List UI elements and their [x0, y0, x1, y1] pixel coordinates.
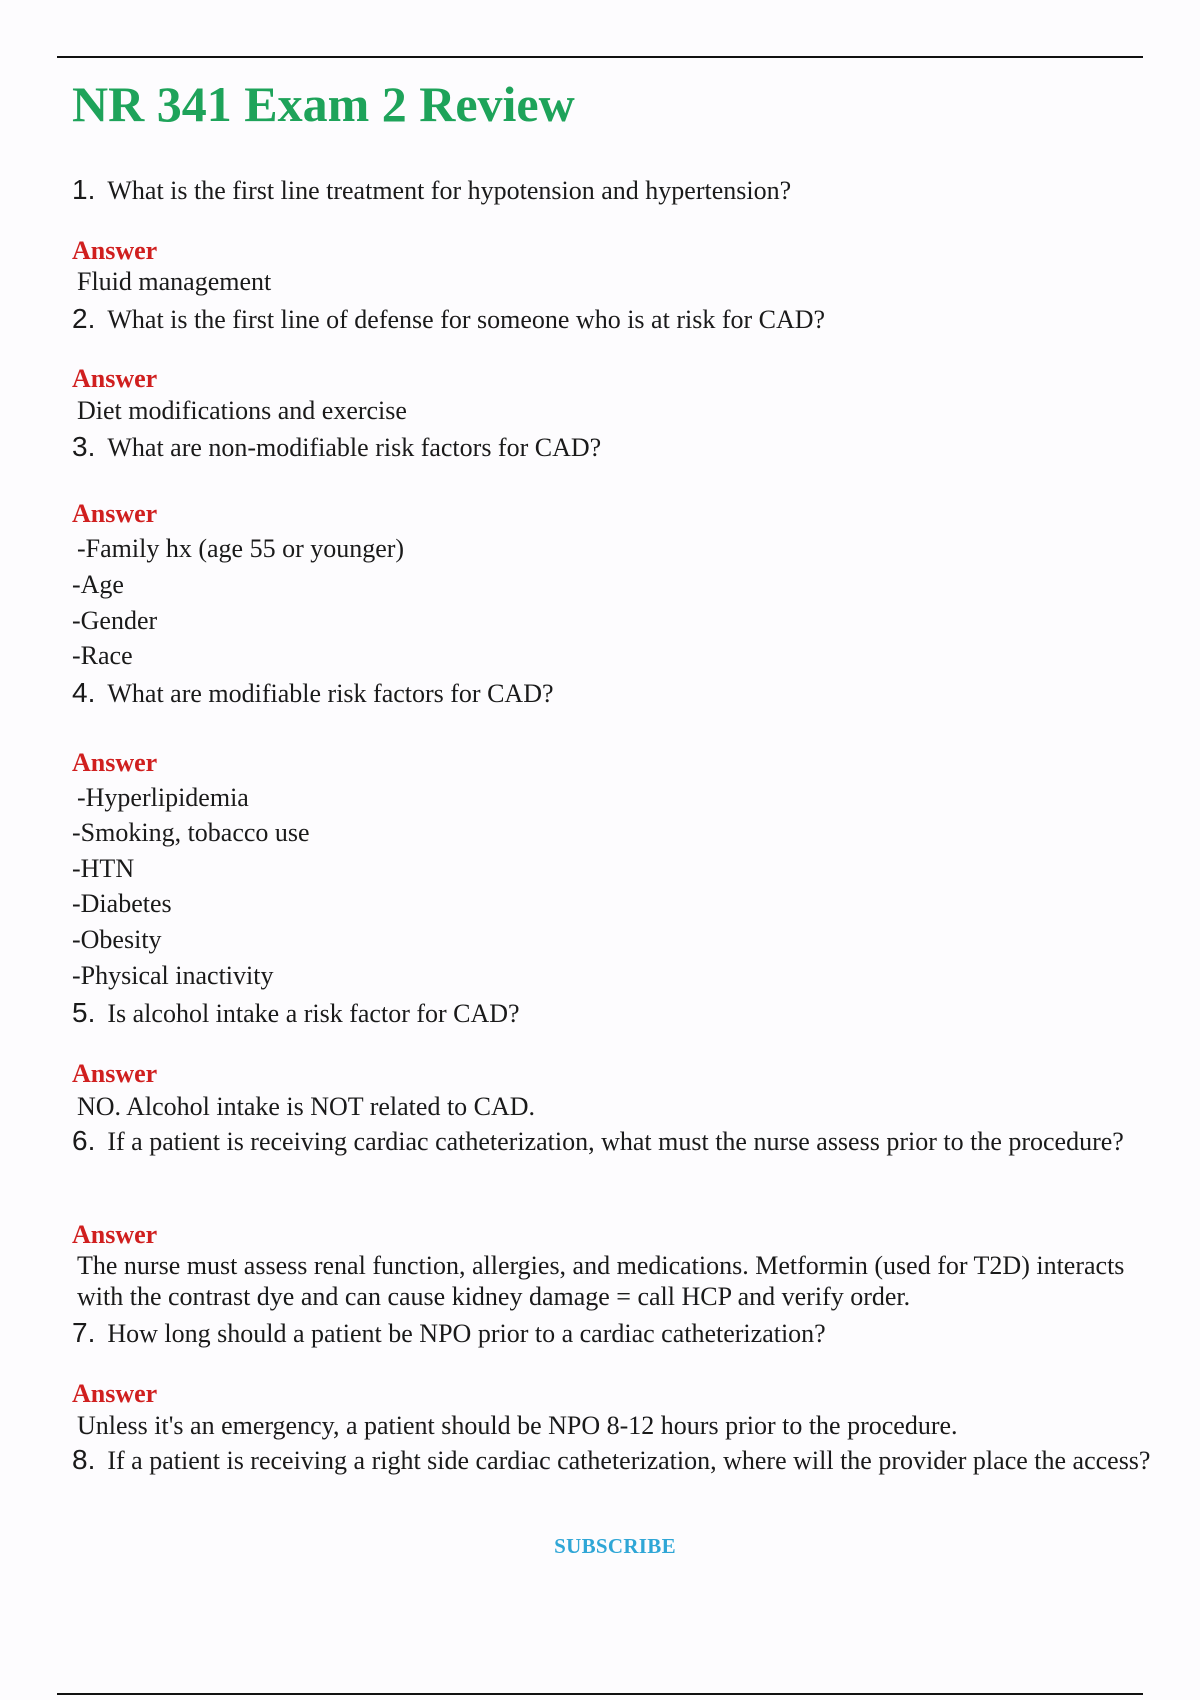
question-text: What is the first line treatment for hypotension and hypertension? — [107, 176, 792, 205]
answer-line: -Smoking, tobacco use — [72, 818, 310, 847]
question-5 — [72, 996, 1152, 1030]
question-6 — [72, 1124, 1152, 1158]
question-text: If a patient is receiving cardiac catheterization, what must the nurse assess prior to the procedure? — [107, 1127, 1124, 1156]
answer-line: -HTN — [72, 854, 135, 883]
question-number: 2. — [72, 303, 96, 334]
answer-line: -Race — [72, 641, 133, 670]
answer-line: Unless it's an emergency, a patient should be NPO 8-12 hours prior to the procedure. — [77, 1411, 958, 1440]
answer-line: Fluid management — [77, 267, 272, 296]
answer-line: -Physical inactivity — [72, 961, 274, 990]
question-number: 3. — [72, 431, 96, 462]
bottom-rule — [57, 1693, 1143, 1695]
answer-line: -Gender — [72, 606, 158, 635]
question-8 — [72, 1443, 1152, 1477]
question-number: 7. — [72, 1317, 96, 1348]
question-text: What are non-modifiable risk factors for CAD? — [107, 433, 602, 462]
answer-line: -Hyperlipidemia — [77, 783, 249, 812]
subscribe-link[interactable]: SUBSCRIBE — [554, 1534, 676, 1558]
answer-line: -Family hx (age 55 or younger) — [77, 534, 405, 563]
question-2 — [72, 302, 1152, 336]
answer-line: The nurse must assess renal function, allergies, and medications. Metformin (used for T2D) interacts with the contrast dye and can cause kidney damage = call HCP and verify order. — [77, 1251, 1125, 1311]
question-text: Is alcohol intake a risk factor for CAD? — [107, 999, 520, 1028]
answer-label: Answer — [72, 364, 158, 393]
answer-line: -Age — [72, 570, 124, 599]
question-text: What is the first line of defense for someone who is at risk for CAD? — [107, 305, 826, 334]
question-1 — [72, 173, 1152, 207]
answer-label: Answer — [72, 499, 158, 528]
question-number: 8. — [72, 1444, 96, 1475]
page-title: NR 341 Exam 2 Review — [72, 76, 575, 132]
answer-label: Answer — [72, 1220, 158, 1249]
question-text: If a patient is receiving a right side cardiac catheterization, where will the provider place the access? — [107, 1446, 1151, 1475]
question-number: 5. — [72, 997, 96, 1028]
answer-label: Answer — [72, 748, 158, 777]
question-3 — [72, 430, 1152, 464]
question-number: 6. — [72, 1125, 96, 1156]
answer-label: Answer — [72, 236, 158, 265]
answer-line: NO. Alcohol intake is NOT related to CAD. — [77, 1092, 536, 1121]
answer-line: -Obesity — [72, 925, 162, 954]
question-number: 1. — [72, 174, 96, 205]
top-rule — [57, 56, 1143, 58]
question-text: How long should a patient be NPO prior to a cardiac catheterization? — [107, 1319, 826, 1348]
question-4 — [72, 676, 1152, 710]
answer-label: Answer — [72, 1059, 158, 1088]
answer-line: Diet modifications and exercise — [77, 396, 407, 425]
question-number: 4. — [72, 677, 96, 708]
question-text: What are modifiable risk factors for CAD? — [107, 679, 554, 708]
answer-line: -Diabetes — [72, 889, 172, 918]
question-7 — [72, 1316, 1152, 1350]
answer-label: Answer — [72, 1379, 158, 1408]
